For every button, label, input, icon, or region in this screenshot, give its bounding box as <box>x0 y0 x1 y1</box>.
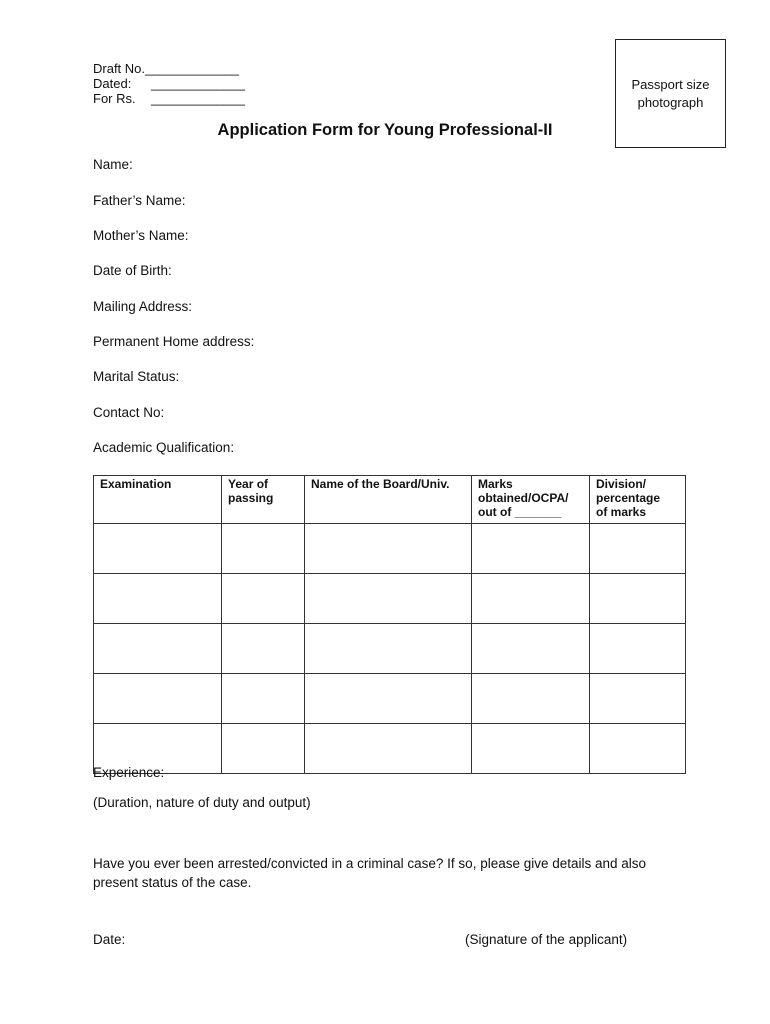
table-cell[interactable] <box>222 524 305 574</box>
table-cell[interactable] <box>222 724 305 774</box>
table-cell[interactable] <box>590 724 686 774</box>
table-cell[interactable] <box>472 574 590 624</box>
table-cell[interactable] <box>94 674 222 724</box>
table-cell[interactable] <box>305 524 472 574</box>
date-label: Date: <box>93 932 126 947</box>
table-cell[interactable] <box>222 624 305 674</box>
academic-qualification-table <box>93 475 686 774</box>
table-cell[interactable] <box>590 674 686 724</box>
table-header-row <box>94 476 686 524</box>
draft-details <box>93 61 245 106</box>
experience-note: (Duration, nature of duty and output) <box>93 795 311 810</box>
signature-label: (Signature of the applicant) <box>465 932 628 947</box>
marital-status-label: Marital Status: <box>93 369 180 384</box>
academic-qualification-label: Academic Qualification: <box>93 440 235 455</box>
table-cell[interactable] <box>94 524 222 574</box>
father-name-label: Father’s Name: <box>93 193 186 208</box>
table-cell[interactable] <box>590 624 686 674</box>
form-title: Application Form for Young Professional-II <box>217 121 553 139</box>
header-year-of-passing: Year of passing <box>222 476 305 524</box>
table-cell[interactable] <box>305 574 472 624</box>
draft-no-label: Draft No. <box>93 61 146 76</box>
name-label: Name: <box>93 157 133 172</box>
table-row <box>94 674 686 724</box>
table-row <box>94 574 686 624</box>
contact-no-label: Contact No: <box>93 405 165 420</box>
header-board-univ: Name of the Board/Univ. <box>305 476 472 524</box>
table-row <box>94 624 686 674</box>
for-rs-label: For Rs. <box>93 91 136 106</box>
table-row <box>94 524 686 574</box>
table-cell[interactable] <box>472 724 590 774</box>
photo-box-line1: Passport size <box>631 76 710 92</box>
criminal-case-question: Have you ever been arrested/convicted in a criminal case? If so, please give details and also present status of the case. <box>93 856 647 890</box>
header-division-percentage: Division/ percentage of marks <box>590 476 686 524</box>
table-cell[interactable] <box>472 674 590 724</box>
table-row <box>94 724 686 774</box>
table-cell[interactable] <box>590 524 686 574</box>
table-cell[interactable] <box>94 574 222 624</box>
header-examination: Examination <box>94 476 222 524</box>
table-cell[interactable] <box>472 524 590 574</box>
draft-no-blank: _____________ <box>145 61 240 76</box>
photo-box-line2: photograph <box>637 94 704 110</box>
for-rs-line <box>93 91 245 106</box>
table-cell[interactable] <box>222 574 305 624</box>
mother-name-label: Mother’s Name: <box>93 228 189 243</box>
table-cell[interactable] <box>222 674 305 724</box>
experience-label: Experience: <box>93 765 165 780</box>
draft-no-line <box>93 61 245 76</box>
header-marks-obtained: Marks obtained/OCPA/ out of _______ <box>472 476 590 524</box>
table-cell[interactable] <box>472 624 590 674</box>
table-cell[interactable] <box>305 724 472 774</box>
table-cell[interactable] <box>590 574 686 624</box>
dated-label: Dated: <box>93 76 132 91</box>
for-rs-blank: _____________ <box>151 91 245 106</box>
date-of-birth-label: Date of Birth: <box>93 263 172 278</box>
table-cell[interactable] <box>305 624 472 674</box>
table-cell[interactable] <box>305 674 472 724</box>
mailing-address-label: Mailing Address: <box>93 299 193 314</box>
dated-blank: _____________ <box>151 76 245 91</box>
dated-line <box>93 76 245 91</box>
table-cell[interactable] <box>94 624 222 674</box>
permanent-address-label: Permanent Home address: <box>93 334 255 349</box>
